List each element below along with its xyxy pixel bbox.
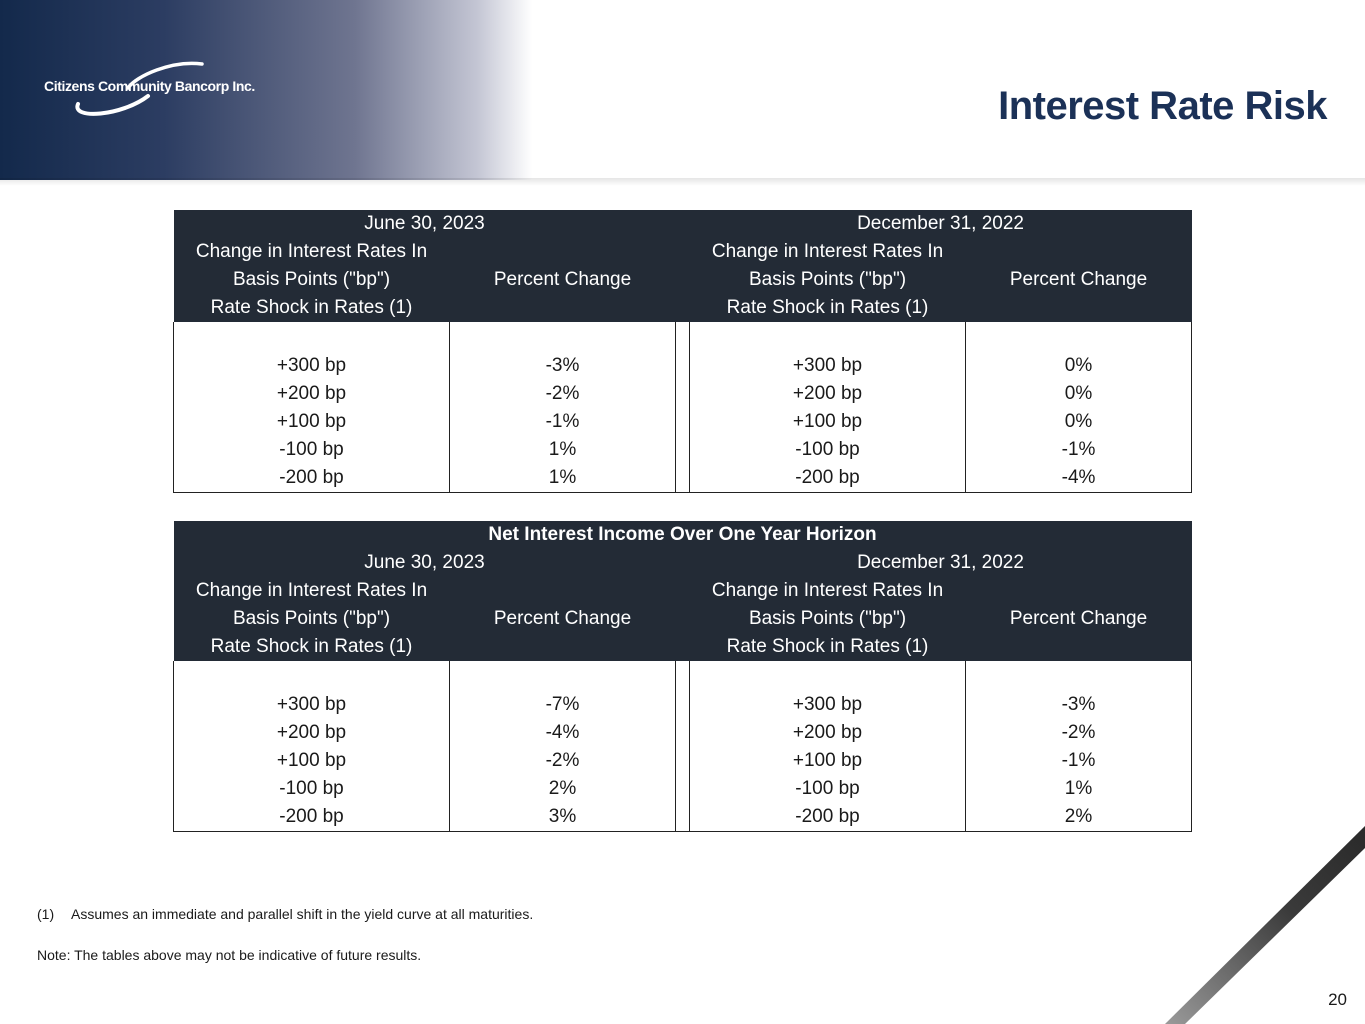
header-blank <box>966 238 1192 266</box>
table-row <box>174 436 1192 464</box>
column-header-change-line1: Change in Interest Rates In <box>174 577 450 605</box>
column-header-change-line3: Rate Shock in Rates (1) <box>690 633 966 661</box>
footnote-marker: (1) <box>37 906 55 922</box>
page-number: 20 <box>1328 990 1347 1009</box>
spacer-cell <box>174 661 450 691</box>
percent-change-cell: -4% <box>966 464 1192 493</box>
rate-shock-cell: -200 bp <box>174 464 450 493</box>
percent-change-cell: 1% <box>966 775 1192 803</box>
rate-shock-cell: +100 bp <box>690 408 966 436</box>
column-header-percent-change: Percent Change <box>450 266 676 294</box>
percent-change-cell: 2% <box>450 775 676 803</box>
period-header-right: December 31, 2022 <box>690 549 1192 577</box>
rate-shock-cell: -100 bp <box>690 436 966 464</box>
rate-shock-cell: +300 bp <box>174 352 450 380</box>
column-header-percent-change: Percent Change <box>966 605 1192 633</box>
rate-shock-cell: +300 bp <box>690 691 966 719</box>
spacer-cell <box>966 661 1192 691</box>
percent-change-cell: -2% <box>450 747 676 775</box>
header-blank <box>450 238 676 266</box>
rate-shock-cell: +200 bp <box>174 380 450 408</box>
rate-shock-cell: -100 bp <box>174 436 450 464</box>
percent-change-cell: -1% <box>450 408 676 436</box>
spacer-cell <box>676 661 690 691</box>
header-blank <box>450 633 676 661</box>
rate-shock-cell: +100 bp <box>174 747 450 775</box>
gap-cell <box>676 408 690 436</box>
column-header-change-line2: Basis Points ("bp") <box>690 605 966 633</box>
rate-shock-cell: -100 bp <box>690 775 966 803</box>
rate-shock-cell: -100 bp <box>174 775 450 803</box>
header-gap <box>676 266 690 294</box>
percent-change-cell: 0% <box>966 408 1192 436</box>
gap-cell <box>676 747 690 775</box>
percent-change-cell: 0% <box>966 380 1192 408</box>
header-blank <box>450 294 676 322</box>
rate-shock-cell: -200 bp <box>690 803 966 832</box>
period-header-left: June 30, 2023 <box>174 210 676 238</box>
spacer-cell <box>966 322 1192 352</box>
table-row <box>174 380 1192 408</box>
column-header-change-line3: Rate Shock in Rates (1) <box>174 633 450 661</box>
header-blank <box>966 577 1192 605</box>
rate-shock-cell: +200 bp <box>690 380 966 408</box>
gap-cell <box>676 803 690 832</box>
table-row <box>174 464 1192 493</box>
percent-change-cell: -2% <box>966 719 1192 747</box>
column-header-change-line3: Rate Shock in Rates (1) <box>690 294 966 322</box>
gap-cell <box>676 380 690 408</box>
spacer-cell <box>690 322 966 352</box>
column-header-change-line2: Basis Points ("bp") <box>174 266 450 294</box>
table-title: Net Interest Income Over One Year Horizon <box>174 521 1192 549</box>
header-gap <box>676 605 690 633</box>
table-row <box>174 352 1192 380</box>
header-shadow <box>0 178 1365 186</box>
percent-change-cell: 1% <box>450 464 676 493</box>
gap-cell <box>676 352 690 380</box>
spacer-cell <box>676 322 690 352</box>
disclaimer-note: Note: The tables above may not be indicative of future results. <box>37 947 422 963</box>
percent-change-cell: 2% <box>966 803 1192 832</box>
period-header-right: December 31, 2022 <box>690 210 1192 238</box>
percent-change-cell: -1% <box>966 747 1192 775</box>
column-header-change-line2: Basis Points ("bp") <box>174 605 450 633</box>
percent-change-cell: -3% <box>966 691 1192 719</box>
footnote-1 <box>37 906 533 922</box>
spacer-cell <box>690 661 966 691</box>
column-header-change-line1: Change in Interest Rates In <box>690 238 966 266</box>
rate-shock-cell: +300 bp <box>174 691 450 719</box>
percent-change-cell: 0% <box>966 352 1192 380</box>
rate-shock-cell: -200 bp <box>690 464 966 493</box>
table-row <box>174 691 1192 719</box>
header-gap <box>676 238 690 266</box>
column-header-percent-change: Percent Change <box>450 605 676 633</box>
gap-cell <box>676 436 690 464</box>
column-header-percent-change: Percent Change <box>966 266 1192 294</box>
percent-change-cell: -3% <box>450 352 676 380</box>
rate-shock-cell: +300 bp <box>690 352 966 380</box>
spacer-cell <box>450 322 676 352</box>
rate-shock-cell: +100 bp <box>690 747 966 775</box>
column-header-change-line2: Basis Points ("bp") <box>690 266 966 294</box>
header-blank <box>450 577 676 605</box>
header-gap <box>676 294 690 322</box>
column-header-change-line1: Change in Interest Rates In <box>174 238 450 266</box>
header-blank <box>966 294 1192 322</box>
percent-change-cell: -4% <box>450 719 676 747</box>
rate-shock-cell: +100 bp <box>174 408 450 436</box>
table-row <box>174 803 1192 832</box>
rate-shock-cell: +200 bp <box>174 719 450 747</box>
header-gap <box>676 549 690 577</box>
table-row <box>174 408 1192 436</box>
period-header-left: June 30, 2023 <box>174 549 676 577</box>
column-header-change-line1: Change in Interest Rates In <box>690 577 966 605</box>
net-interest-income-table <box>173 521 1192 832</box>
company-logo <box>44 60 274 120</box>
table-row <box>174 775 1192 803</box>
column-header-change-line3: Rate Shock in Rates (1) <box>174 294 450 322</box>
spacer-cell <box>450 661 676 691</box>
header-gap <box>676 577 690 605</box>
gap-cell <box>676 719 690 747</box>
gap-cell <box>676 691 690 719</box>
table-row <box>174 747 1192 775</box>
percent-change-cell: 1% <box>450 436 676 464</box>
table-row <box>174 719 1192 747</box>
header-gap <box>676 210 690 238</box>
header-blank <box>966 633 1192 661</box>
page-title: Interest Rate Risk <box>998 84 1327 128</box>
header-gap <box>676 633 690 661</box>
percent-change-cell: -1% <box>966 436 1192 464</box>
percent-change-cell: -2% <box>450 380 676 408</box>
gap-cell <box>676 464 690 493</box>
rate-shock-table-1 <box>173 210 1192 493</box>
rate-shock-cell: -200 bp <box>174 803 450 832</box>
footnote-text: Assumes an immediate and parallel shift in the yield curve at all maturities. <box>71 906 534 922</box>
spacer-cell <box>174 322 450 352</box>
company-name: Citizens Community Bancorp Inc. <box>44 78 255 94</box>
percent-change-cell: -7% <box>450 691 676 719</box>
rate-shock-cell: +200 bp <box>690 719 966 747</box>
percent-change-cell: 3% <box>450 803 676 832</box>
gap-cell <box>676 775 690 803</box>
